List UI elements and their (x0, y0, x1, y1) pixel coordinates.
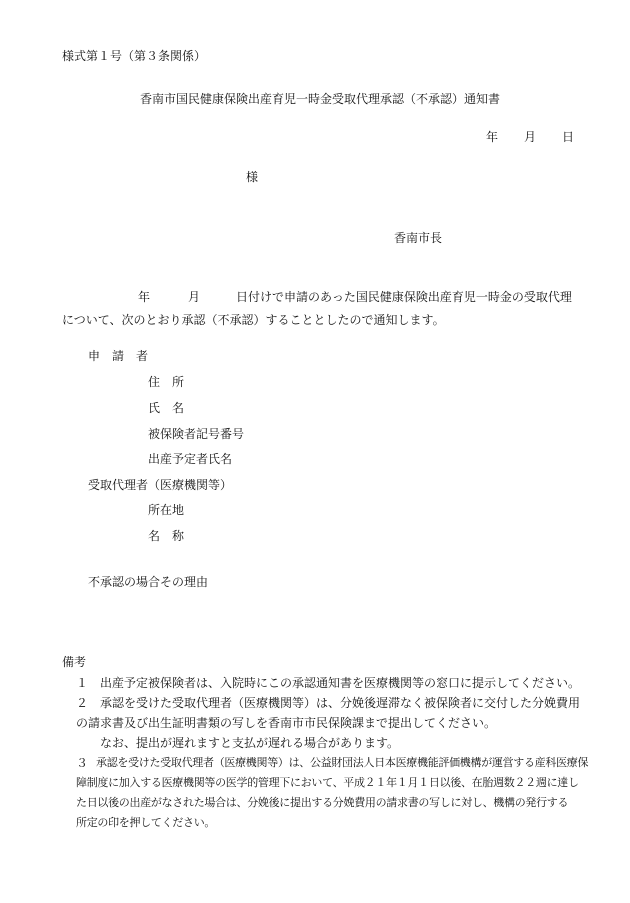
note-3-line3: た日以後の出産がなされた場合は、分娩後に提出する分娩費用の請求書の写しに対し、機構の発行する (76, 796, 569, 809)
body-year: 年 (138, 290, 151, 304)
date-year: 年 (486, 130, 499, 144)
body-month: 月 (188, 290, 201, 304)
date-day: 日 (562, 130, 575, 144)
agent-heading: 受取代理者（医療機関等） (88, 478, 233, 492)
expectant-name-label: 出産予定者氏名 (148, 452, 233, 466)
rejection-reason-label: 不承認の場合その理由 (88, 575, 209, 589)
note-2-line2: の請求書及び出生証明書類の写しを香南市市民保険課まで提出してください。 (76, 716, 497, 730)
document-title: 香南市国民健康保険出産育児一時金受取代理承認（不承認）通知書 (140, 92, 501, 106)
applicant-name-label: 氏 名 (148, 401, 185, 415)
note-2-line3: なお、提出が遅れますと支払が遅れる場合があります。 (100, 736, 400, 750)
issuer: 香南市長 (394, 231, 443, 245)
insured-number-label: 被保険者記号番号 (148, 427, 245, 441)
note-2-line1: 承認を受けた受取代理者（医療機関等）は、分娩後遅滞なく被保険者に交付した分娩費用 (100, 696, 581, 710)
note-1: 出産予定被保険者は、入院時にこの承認通知書を医療機関等の窓口に提示してください。 (100, 676, 581, 690)
applicant-address-label: 住 所 (148, 375, 185, 389)
agent-name-label: 名 称 (148, 529, 185, 543)
note-3-line2: 障制度に加入する医療機関等の医学的管理下において、平成２１年１月１日以後、在胎週数２２週に達し (76, 776, 579, 789)
date-month: 月 (524, 130, 537, 144)
note-3-line1: 承認を受けた受取代理者（医療機関等）は、公益財団法人日本医療機能評価機構が運営する産科医療保 (96, 756, 589, 769)
note-3-line4: 所定の印を押してください。 (76, 816, 216, 829)
agent-location-label: 所在地 (148, 503, 185, 517)
form-id: 様式第１号（第３条関係） (62, 49, 207, 63)
note-2-number: ２ (76, 696, 89, 710)
body-text-line2: について、次のとおり承認（不承認）することとしたので通知します。 (62, 313, 445, 327)
addressee-suffix: 様 (246, 170, 259, 184)
note-3-number: ３ (76, 756, 89, 770)
notes-heading: 備考 (62, 655, 87, 669)
applicant-heading: 申 請 者 (88, 349, 149, 363)
note-1-number: １ (76, 676, 89, 690)
body-text: 日付けで申請のあった国民健康保険出産育児一時金の受取代理 (236, 290, 572, 304)
